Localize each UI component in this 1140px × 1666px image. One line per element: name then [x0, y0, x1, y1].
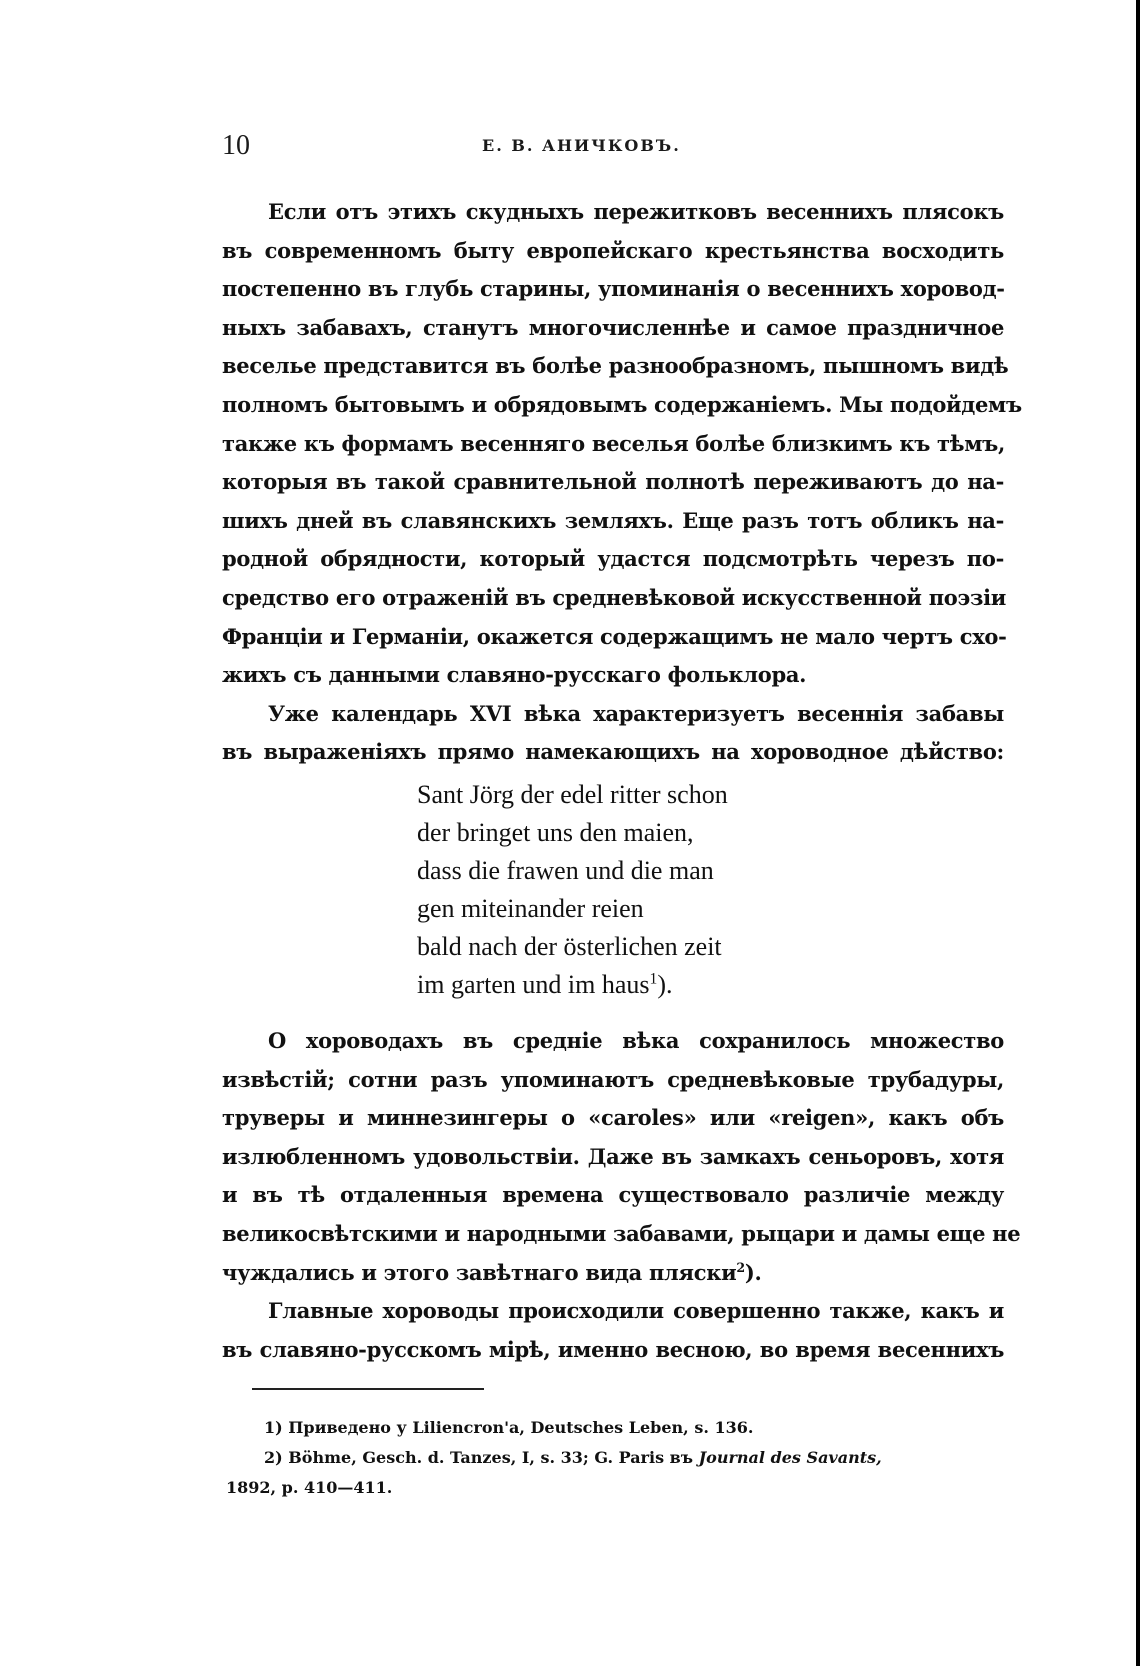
footnote-divider	[252, 1388, 484, 1390]
footnote-1: 1) Приведено у Liliencron'a, Deutsches Leben, s. 136.	[264, 1418, 754, 1437]
text-line: Если отъ этихъ скудныхъ пережитковъ весеннихъ плясокъ	[268, 199, 1004, 224]
paragraph-1	[222, 193, 1022, 695]
text-line: Уже календарь XVI вѣка характеризуетъ весеннія забавы	[268, 700, 1004, 726]
text-line: и въ тѣ отдаленныя времена существовало различіе между	[222, 1182, 1004, 1208]
verse-line: gen miteinander reien	[417, 894, 644, 923]
paragraph-2	[222, 695, 1004, 772]
text-line: извѣстій; сотни разъ упоминаютъ средневѣковые трубадуры,	[222, 1066, 1004, 1092]
line-suffix: ).	[744, 1259, 762, 1285]
verse-suffix: ).	[657, 970, 673, 999]
text-line	[222, 1254, 1004, 1293]
running-head: Е. В. АНИЧКОВЪ.	[482, 136, 681, 155]
body-text-lower	[222, 1022, 1021, 1369]
verse-line: bald nach der österlichen zeit	[417, 932, 722, 961]
text-line: труверы и миннезингеры о «caroles» или «reigen», какъ объ	[222, 1105, 1004, 1131]
text-line: которыя въ такой сравнительной полнотѣ переживаютъ до на-	[222, 469, 1004, 495]
verse-line: Sant Jörg der edel ritter schon	[417, 780, 728, 809]
footnotes	[226, 1413, 1012, 1503]
line-text: чуждались и этого завѣтнаго вида пляски	[222, 1259, 737, 1285]
text-line: въ выраженіяхъ прямо намекающихъ на хороводное дѣйство:	[222, 739, 1004, 765]
text-line: великосвѣтскими и народными забавами, рыцари и дамы еще не	[222, 1220, 1021, 1246]
text-line: ныхъ забавахъ, станутъ многочисленнѣе и самое праздничное	[222, 314, 1004, 340]
text-line: полномъ бытовымъ и обрядовымъ содержаніемъ. Мы подойдемъ	[222, 391, 1022, 417]
footnote-2-text: 2) Böhme, Gesch. d. Tanzes, I, s. 33; G. Paris въ	[264, 1448, 699, 1467]
text-line: Франціи и Германіи, окажется содержащимъ не мало чертъ схо-	[222, 623, 1007, 649]
text-line: родной обрядности, который удастся подсмотрѣть черезъ по-	[222, 546, 1004, 572]
footnote-ref: 1	[649, 970, 658, 988]
verse-line	[417, 966, 728, 1004]
text-line: Главные хороводы происходили совершенно также, какъ и	[268, 1298, 1004, 1324]
text-line: веселье представится въ болѣе разнообразномъ, пышномъ видѣ	[222, 353, 1009, 379]
page-edge-mark	[1136, 0, 1140, 1666]
text-line: также къ формамъ весенняго веселья болѣе близкимъ къ тѣмъ,	[222, 430, 1005, 456]
text-line: въ современномъ быту европейскаго крестьянства восходить	[222, 237, 1004, 263]
text-line: О хороводахъ въ средніе вѣка сохранилось множество	[268, 1028, 1004, 1053]
text-line: шихъ дней въ славянскихъ земляхъ. Еще разъ тотъ обликъ на-	[222, 507, 1004, 533]
verse-text: im garten und im haus	[417, 970, 650, 999]
footnote-2-journal: Journal des Savants,	[698, 1448, 882, 1467]
verse-quote	[417, 776, 728, 1004]
text-line: средство его отраженій въ средневѣковой искусственной поэзіи	[222, 584, 1007, 610]
footnote-ref: 2	[736, 1259, 745, 1275]
verse-line: dass die frawen und die man	[417, 856, 714, 885]
text-line: постепенно въ глубь старины, упоминанія о весеннихъ хоровод-	[222, 276, 1005, 302]
text-line: въ славяно-русскомъ мірѣ, именно весною, во время весеннихъ	[222, 1336, 1004, 1362]
text-line: излюбленномъ удовольствіи. Даже въ замкахъ сеньоровъ, хотя	[222, 1143, 1004, 1169]
verse-line: der bringet uns den maien,	[417, 818, 694, 847]
page-number: 10	[222, 130, 250, 161]
paragraph-4	[222, 1292, 1004, 1369]
body-text	[222, 193, 1022, 772]
text-line: жихъ съ данными славяно-русскаго фольклора.	[222, 662, 807, 688]
footnote-2-continuation: 1892, p. 410—411.	[226, 1478, 393, 1497]
paragraph-3	[222, 1022, 1021, 1292]
footnote-2	[226, 1443, 1012, 1473]
